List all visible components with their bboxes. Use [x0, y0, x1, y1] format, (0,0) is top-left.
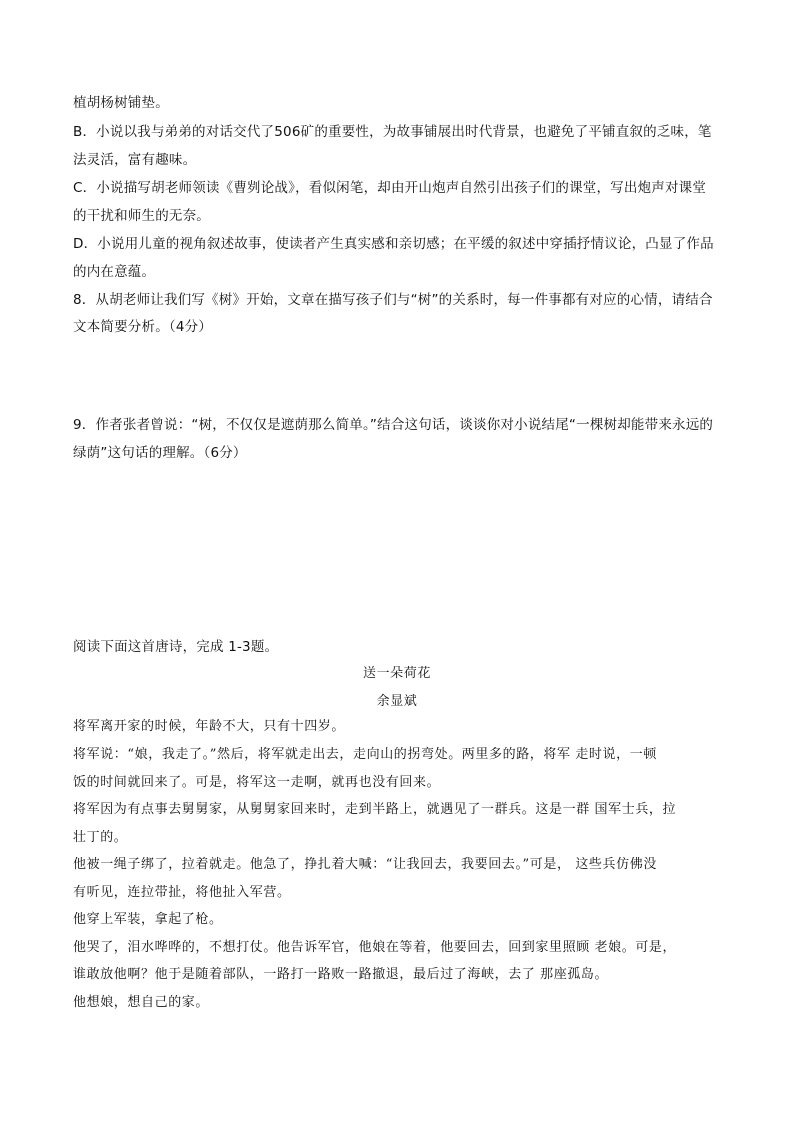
passage-line: 谁敢放他啊？他于是随着部队，一路打一路败一路撤退，最后过了海峡，去了 那座孤岛。: [73, 967, 609, 982]
option-b-line: B．小说以我与弟弟的对话交代了506矿的重要性，为故事铺展出时代背景，也避免了平铺直叙的乏味，笔: [73, 124, 712, 140]
text-line: 植胡杨树铺垫。: [73, 95, 169, 111]
passage-line: 壮丁的。: [73, 830, 128, 845]
option-d-line: D．小说用儿童的视角叙述故事，使读者产生真实感和亲切感；在平缓的叙述中穿插抒情议论，凸显了作品: [73, 236, 714, 252]
passage-line: 他哭了，泪水哗哗的，不想打仗。他告诉军官，他娘在等着，他要回去，回到家里照顾 老娘。可是，: [73, 940, 677, 955]
passage-line: 他被一绳子绑了，拉着就走。他急了，挣扎着大喊：“让我回去，我要回去。”可是， 这些兵仿佛没: [73, 857, 657, 872]
poem-title: 送一朵荷花: [362, 666, 431, 681]
passage-line: 饭的时间就回来了。可是，将军这一走啊，就再也没有回来。: [73, 775, 441, 790]
passage-line: 将军因为有点事去舅舅家，从舅舅家回来时，走到半路上，就遇见了一群兵。这是一群 国军士兵，拉: [73, 802, 677, 817]
reading-intro: 阅读下面这首唐诗，完成 1-3题。: [73, 639, 279, 655]
text-line: 的内在意蕴。: [73, 264, 156, 280]
text-line: 的干扰和师生的无奈。: [73, 208, 210, 224]
question-8-line: 8．从胡老师让我们写《树》开始，文章在描写孩子们与“树”的关系时，每一件事都有对应的心情，请结合: [73, 292, 713, 308]
passage-line: 他想娘，想自己的家。: [73, 995, 210, 1010]
passage-line: 有听见，连拉带扯，将他扯入军营。: [73, 885, 291, 900]
question-9-line: 9．作者张者曾说：“树，不仅仅是遮荫那么简单。”结合这句话，谈谈你对小说结尾“一棵树却能带来永远的: [73, 417, 714, 433]
poem-author: 余显斌: [376, 694, 418, 709]
option-c-line: C．小说描写胡老师领读《曹刿论战》，看似闲笔，却由开山炮声自然引出孩子们的课堂，写出炮声对课堂: [73, 180, 707, 196]
question-9-line: 绿荫”这句话的理解。（6分）: [73, 445, 247, 461]
question-8-line: 文本简要分析。（4分）: [73, 319, 213, 335]
text-line: 法灵活，富有趣味。: [73, 152, 197, 168]
passage-line: 他穿上军装，拿起了枪。: [73, 912, 223, 927]
passage-line: 将军说：“娘，我走了。”然后，将军就走出去，走向山的拐弯处。两里多的路，将军 走时说，一顿: [73, 747, 657, 762]
passage-line: 将军离开家的时候，年龄不大，只有十四岁。: [73, 719, 346, 734]
